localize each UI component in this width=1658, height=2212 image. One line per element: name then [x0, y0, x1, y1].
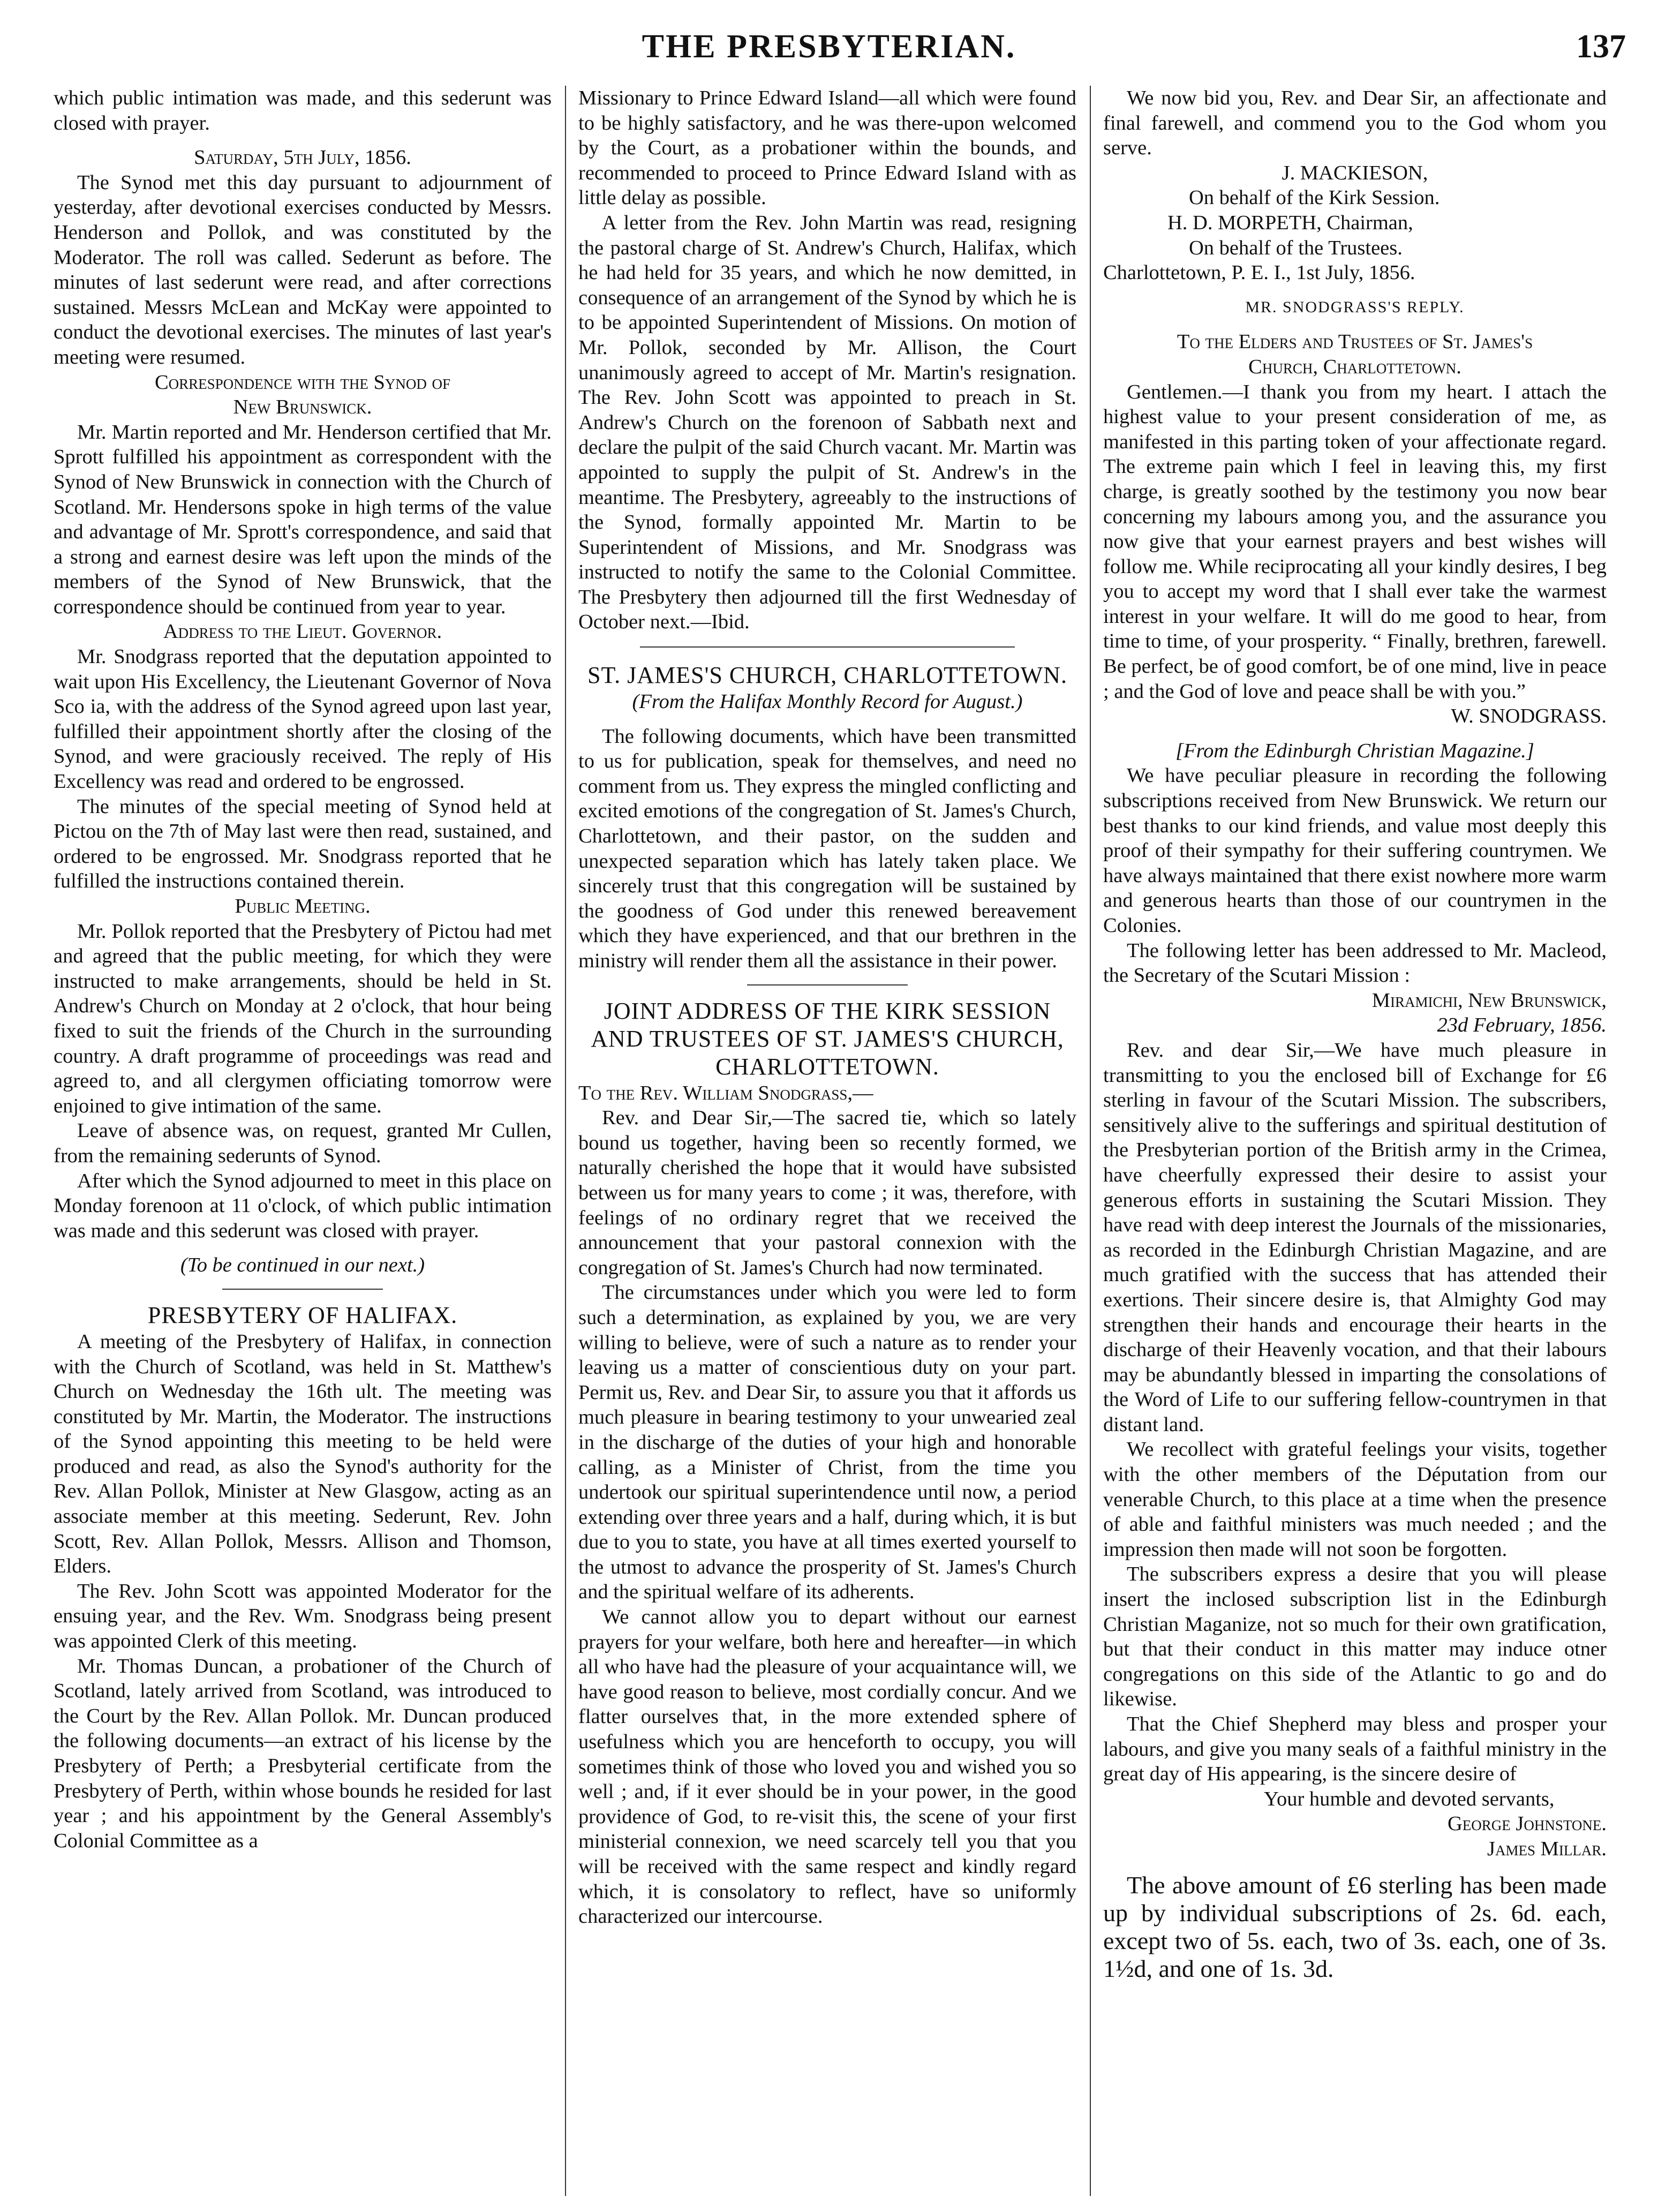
article-heading: CHARLOTTETOWN. [715, 1053, 939, 1080]
source-note: [From the Edinburgh Christian Magazine.] [1175, 739, 1534, 762]
signature-note: On behalf of the Kirk Session. [1189, 186, 1440, 209]
signature: George Johnstone. [1447, 1812, 1607, 1835]
paragraph: Mr. Snodgrass reported that the deputation appointed to wait upon His Excellency, the Lieutenant Governor of Nova Sco ia, with the address of the Synod agreed upon last year, fulfilled their appointment shortly after the closing of the Synod, and were graciously received. The reply of His Excellency was read and ordered to be engrossed. [54, 645, 552, 793]
column-rule-2 [1090, 86, 1091, 2196]
paragraph: We now bid you, Rev. and Dear Sir, an affectionate and final farewell, and commend you to the God whom you serve. [1103, 87, 1607, 160]
section-heading: MR. SNODGRASS'S REPLY. [1245, 298, 1465, 316]
page-header [0, 0, 1658, 64]
column-1 [54, 86, 552, 1853]
paragraph: Missionary to Prince Edward Island—all which were found to be highly satisfactory, and he was there-upon welcomed by the Court, as a probationer within the bounds, and recommended to proceed to Prince Edward Island with as little delay as possible. [578, 87, 1076, 209]
paragraph: The circumstances under which you were led to form such a determination, as explained by you, we are very willing to believe, were of such a nature as to render your leaving us a matter of conscientious duty on your part. Permit us, Rev. and Dear Sir, to assure you that it affords us much pleasure in bearing testimony to your unwearied zeal in the discharge of the duties of your high and honorable calling, as a Minister of Christ, from the time you undertook our spiritual superintendence until now, a period extending over three years and a half, during which, it is but due to you to state, you have at all times exerted yourself to the utmost to advance the prosperity of St. James's Church and the spiritual welfare of its adherents. [578, 1281, 1076, 1604]
signature: James Millar. [1487, 1837, 1607, 1860]
place-date: Charlottetown, P. E. I., 1st July, 1856. [1103, 261, 1415, 284]
paragraph: We have peculiar pleasure in recording the following subscriptions received from New Brunswick. We return our best thanks to our kind friends, and value most deeply this proof of their sympathy for their suffering countrymen. We have always maintained that there exist nowhere more warm and generous hearts than those of our countrymen in the Colonies. [1103, 764, 1607, 937]
section-heading: Address to the Lieut. Governor. [163, 620, 442, 643]
salutation: To the Elders and Trustees of St. James's [1177, 330, 1533, 353]
divider [640, 646, 1015, 648]
paragraph: After which the Synod adjourned to meet in this place on Monday forenoon at 11 o'clock, of which public intimation was made and this sederunt was closed with prayer. [54, 1169, 552, 1242]
paragraph: The above amount of £6 sterling has been made up by individual subscriptions of 2s. 6d. each, except two of 5s. each, two of 3s. each, one of 3s. 1½d, and one of 1s. 3d. [1103, 1871, 1607, 1982]
paragraph: The following documents, which have been transmitted to us for publication, speak for themselves, and need no comment from us. They express the mingled conflicting and excited emotions of the congregation of St. James's Church, Charlottetown, and their pastor, on the sudden and unexpected separation which has lately taken place. We sincerely trust that this congregation will be sustained by the goodness of God under this renewed bereavement which they have experienced, and that our brethren in the ministry will render them all the assistance in their power. [578, 725, 1076, 972]
continued-note: (To be continued in our next.) [180, 1254, 425, 1277]
signature: W. SNODGRASS. [1451, 705, 1607, 728]
paragraph: The minutes of the special meeting of Synod held at Pictou on the 7th of May last were then read, sustained, and ordered to be engrossed. Mr. Snodgrass reported that he fulfilled the instructions contained therein. [54, 795, 552, 893]
column-rule-1 [565, 86, 566, 2196]
letter-date: 23d February, 1856. [1437, 1014, 1607, 1037]
paragraph: The Rev. John Scott was appointed Moderator for the ensuing year, and the Rev. Wm. Snodgrass being present was appointed Clerk of this meeting. [54, 1579, 552, 1653]
column-3 [1103, 86, 1607, 1983]
paragraph: The following letter has been addressed to Mr. Macleod, the Secretary of the Scutari Mission : [1103, 939, 1607, 987]
article-subheading: (From the Halifax Monthly Record for August.) [632, 690, 1023, 713]
signature: Your humble and devoted servants, [1264, 1787, 1555, 1810]
paragraph: That the Chief Shepherd may bless and prosper your labours, and give you many seals of a faithful ministry in the great day of His appearing, is the sincere desire of [1103, 1713, 1607, 1786]
paragraph: We cannot allow you to depart without our earnest prayers for your welfare, both here and hereafter—in which all who have had the pleasure of your acquaintance will, we have good reason to believe, most cordially concur. And we flatter ourselves that, in the more extended sphere of usefulness which you are henceforth to occupy, you will sometimes think of those who loved you and wished you so well ; and, if it ever should be in your power, in the good providence of God, to re-visit this, the scene of your first ministerial connexion, we need scarcely tell you that you will be received with the same respect and kindly regard which, it is consolatory to reflect, have so uniformly characterized our intercourse. [578, 1606, 1076, 1928]
signature: J. MACKIESON, [1282, 161, 1428, 184]
column-2 [578, 86, 1076, 1929]
paragraph: Mr. Pollok reported that the Presbytery of Pictou had met and agreed that the public meeting, for which they were instructed to make arrangements, should be held in St. Andrew's Church on Monday at 2 o'clock, that hour being fixed to suit the friends of the Church in the surrounding country. A draft programme of proceedings was read and agreed to, and all clergymen officiating tomorrow were enjoined to give intimation of the same. [54, 920, 552, 1117]
page-number: 137 [1576, 28, 1626, 65]
section-heading: Public Meeting. [235, 895, 371, 917]
paragraph: Gentlemen.—I thank you from my heart. I attach the highest value to your present consideration of me, as manifested in this parting token of your affectionate regard. The extreme pain which I feel in leaving this, my first charge, is greatly soothed by the testimony you now bear concerning my labours among you, and the assurance you now give that your earnest prayers and best wishes will follow me. While reciprocating all your kindly desires, I beg you to accept my word that I shall ever take the warmest interest in your welfare. It will do me good to hear, from time to time, of your prosperity. “ Finally, brethren, farewell. Be perfect, be of good comfort, be of one mind, live in peace ; and the God of love and peace shall be with you.” [1103, 380, 1607, 703]
paragraph: A meeting of the Presbytery of Halifax, in connection with the Church of Scotland, was held in St. Matthew's Church on Wednesday the 16th ult. The meeting was constituted by Mr. Martin, the Moderator. The instructions of the Synod appointing this meeting to be held were produced and read, as also the Synod's authority for the Rev. Allan Pollok, Minister at New Glasgow, acting as an associate member at this meeting. Sederunt, Rev. John Scott, Rev. Allan Pollok, Messrs. Allison and Thomson, Elders. [54, 1330, 552, 1578]
divider [222, 1289, 383, 1290]
paragraph: Rev. and Dear Sir,—The sacred tie, which so lately bound us together, having been so recently formed, we naturally cherished the hope that it would have subsisted between us for many years to come ; it was, therefore, with feelings of no ordinary regret that we received the announcement that your pastoral connexion with the congregation of St. James's Church had now terminated. [578, 1107, 1076, 1279]
paragraph: The Synod met this day pursuant to adjournment of yesterday, after devotional exercises conducted by Messrs. Henderson and Pollok, and was constituted by the Moderator. The roll was called. Sederunt as before. The minutes of last sederunt were read, and after corrections sustained. Messrs McLean and McKay were appointed to conduct the devotional exercises. The minutes of last year's meeting were resumed. [54, 171, 552, 368]
article-heading: PRESBYTERY OF HALIFAX. [147, 1301, 458, 1328]
paragraph: We recollect with grateful feelings your visits, together with the other members of the Députation from our venerable Church, to this place at a time when the presence of able and faithful ministers was much needed ; and the impression then made will not soon be forgotten. [1103, 1438, 1607, 1561]
article-heading: JOINT ADDRESS OF THE KIRK SESSION [604, 997, 1051, 1024]
paragraph: The subscribers express a desire that you will please insert the inclosed subscription list in the Edinburgh Christian Maganize, not so much for their own gratification, but that their conduct in this matter may induce otner congregations on this side of the Atlantic to go and do likewise. [1103, 1563, 1607, 1711]
paragraph: which public intimation was made, and this sederunt was closed with prayer. [54, 87, 552, 134]
paragraph: Mr. Martin reported and Mr. Henderson certified that Mr. Sprott fulfilled his appointment as correspondent with the Synod of New Brunswick in connection with the Church of Scotland. Mr. Hendersons spoke in high terms of the value and advantage of Mr. Sprott's correspondence, and said that a strong and earnest desire was left upon the minds of the members of the Synod of New Brunswick, that the correspondence should be continued from year to year. [54, 420, 552, 618]
paragraph: Mr. Thomas Duncan, a probationer of the Church of Scotland, lately arrived from Scotland, was introduced to the Court by the Rev. Allan Pollok. Mr. Duncan produced the following documents—an extract of his license by the Presbytery of Perth; a Presbyterial certificate from the Presbytery of Perth, within whose bounds he resided for last year ; and his appointment by the General Assembly's Colonial Committee as a [54, 1654, 552, 1852]
letter-place: Miramichi, New Brunswick, [1371, 989, 1607, 1012]
article-heading: AND TRUSTEES OF ST. JAMES'S CHURCH, [591, 1025, 1064, 1052]
paragraph: Leave of absence was, on request, granted Mr Cullen, from the remaining sederunts of Synod. [54, 1119, 552, 1167]
date-heading: Saturday, 5th July, 1856. [194, 146, 411, 169]
paragraph: A letter from the Rev. John Martin was read, resigning the pastoral charge of St. Andrew's Church, Halifax, which he had held for 35 years, and which he now demitted, in consequence of an arrangement of the Synod by which he is to be appointed Superintendent of Missions. On motion of Mr. Pollok, seconded by Mr. Allison, the Court unanimously agreed to accept of Mr. Martin's resignation. The Rev. John Scott was appointed to preach in St. Andrew's Church on the forenoon of Sabbath next and declare the pulpit of the said Church vacant. Mr. Martin was appointed to supply the pulpit of St. Andrew's in the meantime. The Presbytery, agreeably to the instructions of the Synod, formally appointed Mr. Martin to be Superintendent of Missions, and Mr. Snodgrass was instructed to notify the same to the Colonial Committee. The Presbytery then adjourned till the first Wednesday of October next.—Ibid. [578, 211, 1076, 634]
salutation: To the Rev. William Snodgrass,— [578, 1081, 873, 1104]
running-title: THE PRESBYTERIAN. [642, 28, 1016, 65]
article-heading: ST. JAMES'S CHURCH, CHARLOTTETOWN. [587, 662, 1067, 689]
section-heading: Correspondence with the Synod of [154, 371, 451, 394]
salutation: Church, Charlottetown. [1248, 355, 1461, 378]
section-heading: New Brunswick. [233, 396, 372, 419]
signature: H. D. MORPETH, Chairman, [1167, 211, 1413, 234]
divider [747, 984, 908, 985]
paragraph: Rev. and dear Sir,—We have much pleasure in transmitting to you the enclosed bill of Exchange for £6 sterling in favour of the Scutari Mission. The subscribers, sensitively alive to the sufferings and spiritual destitution of the Presbyterian portion of the British army in the Crimea, have cheerfully expressed their desire to assist your generous efforts in sustaining the Scutari Mission. They have read with deep interest the Journals of the missionaries, as recorded in the Edinburgh Christian Magazine, and are much gratified with the success that has attended their exertions. Their sincere desire is, that Almighty God may strengthen their hands and encourage their hearts in the discharge of their Heavenly vocation, and that their labours may be abundantly blessed in imparting the consolations of the Word of Life to our suffering fellow-countrymen in that distant land. [1103, 1039, 1607, 1436]
signature-note: On behalf of the Trustees. [1189, 236, 1403, 259]
